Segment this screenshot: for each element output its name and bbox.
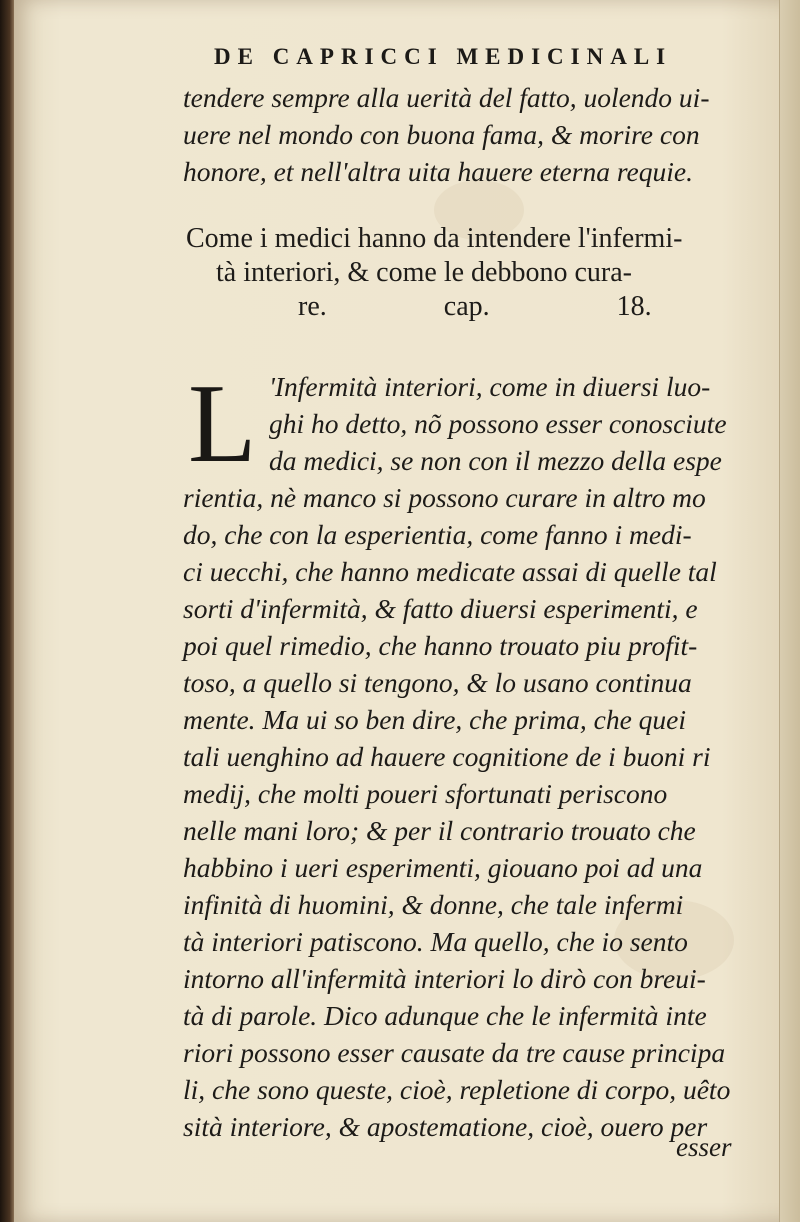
text-line: 'Infermità interiori, come in diuersi luo-: [269, 371, 711, 402]
text-line: toso, a quello si tengono, & lo usano continua: [183, 667, 692, 698]
chapter-label: cap.: [443, 291, 490, 322]
catchword: esser: [676, 1132, 732, 1162]
text-line: ghi ho detto, nõ possono esser conosciute: [269, 408, 727, 439]
text-line: tà interiori patiscono. Ma quello, che io sento: [183, 926, 688, 957]
drop-capital: L: [188, 362, 257, 486]
text-line: ci uecchi, che hanno medicate assai di quelle tal: [183, 556, 717, 587]
text-line: rientia, nè manco si possono curare in altro mo: [183, 482, 706, 513]
text-line: intorno all'infermità interiori lo dirò con breui-: [183, 963, 706, 994]
heading-line: [186, 290, 761, 324]
text-line: mente. Ma ui so ben dire, che prima, che quei: [183, 704, 687, 735]
text-line: medij, che molti poueri sfortunati periscono: [183, 778, 668, 809]
text-line: sorti d'infermità, & fatto diuersi esperimenti, e: [183, 593, 698, 624]
text-line: poi quel rimedio, che hanno trouato piu profit-: [183, 630, 698, 661]
text-line: honore, et nell'altra uita hauere eterna requie.: [183, 156, 693, 187]
chapter-heading: [186, 222, 761, 324]
running-head: DE CAPRICCI MEDICINALI: [214, 44, 673, 69]
text-line: tendere sempre alla uerità del fatto, uolendo ui-: [183, 82, 710, 113]
facing-page-edge: [779, 0, 800, 1222]
text-line: do, che con la esperientia, come fanno i medi-: [183, 519, 692, 550]
text-line: da medici, se non con il mezzo della espe: [269, 445, 722, 476]
text-line: sità interiore, & apostematione, cioè, ouero per: [183, 1111, 708, 1142]
text-line: nelle mani loro; & per il contrario trouato che: [183, 815, 696, 846]
text-line: uere nel mondo con buona fama, & morire con: [183, 119, 700, 150]
book-spine-shadow: [0, 0, 14, 1222]
chapter-number: 18.: [616, 291, 652, 322]
text-line: li, che sono queste, cioè, repletione di corpo, uêto: [183, 1074, 731, 1105]
chapter-body: [183, 362, 758, 1145]
intro-paragraph: [183, 79, 758, 190]
text-line: habbino i ueri esperimenti, giouano poi ad una: [183, 852, 703, 883]
text-line: infinità di huomini, & donne, che tale infermi: [183, 889, 684, 920]
heading-line: tà interiori, & come le debbono cura-: [216, 257, 632, 288]
heading-word: re.: [298, 291, 327, 322]
text-line: tali uenghino ad hauere cognitione de i buoni ri: [183, 741, 711, 772]
heading-line: Come i medici hanno da intendere l'infermi-: [186, 223, 683, 254]
text-line: tà di parole. Dico adunque che le infermità inte: [183, 1000, 707, 1031]
text-line: riori possono esser causate da tre cause principa: [183, 1037, 726, 1068]
